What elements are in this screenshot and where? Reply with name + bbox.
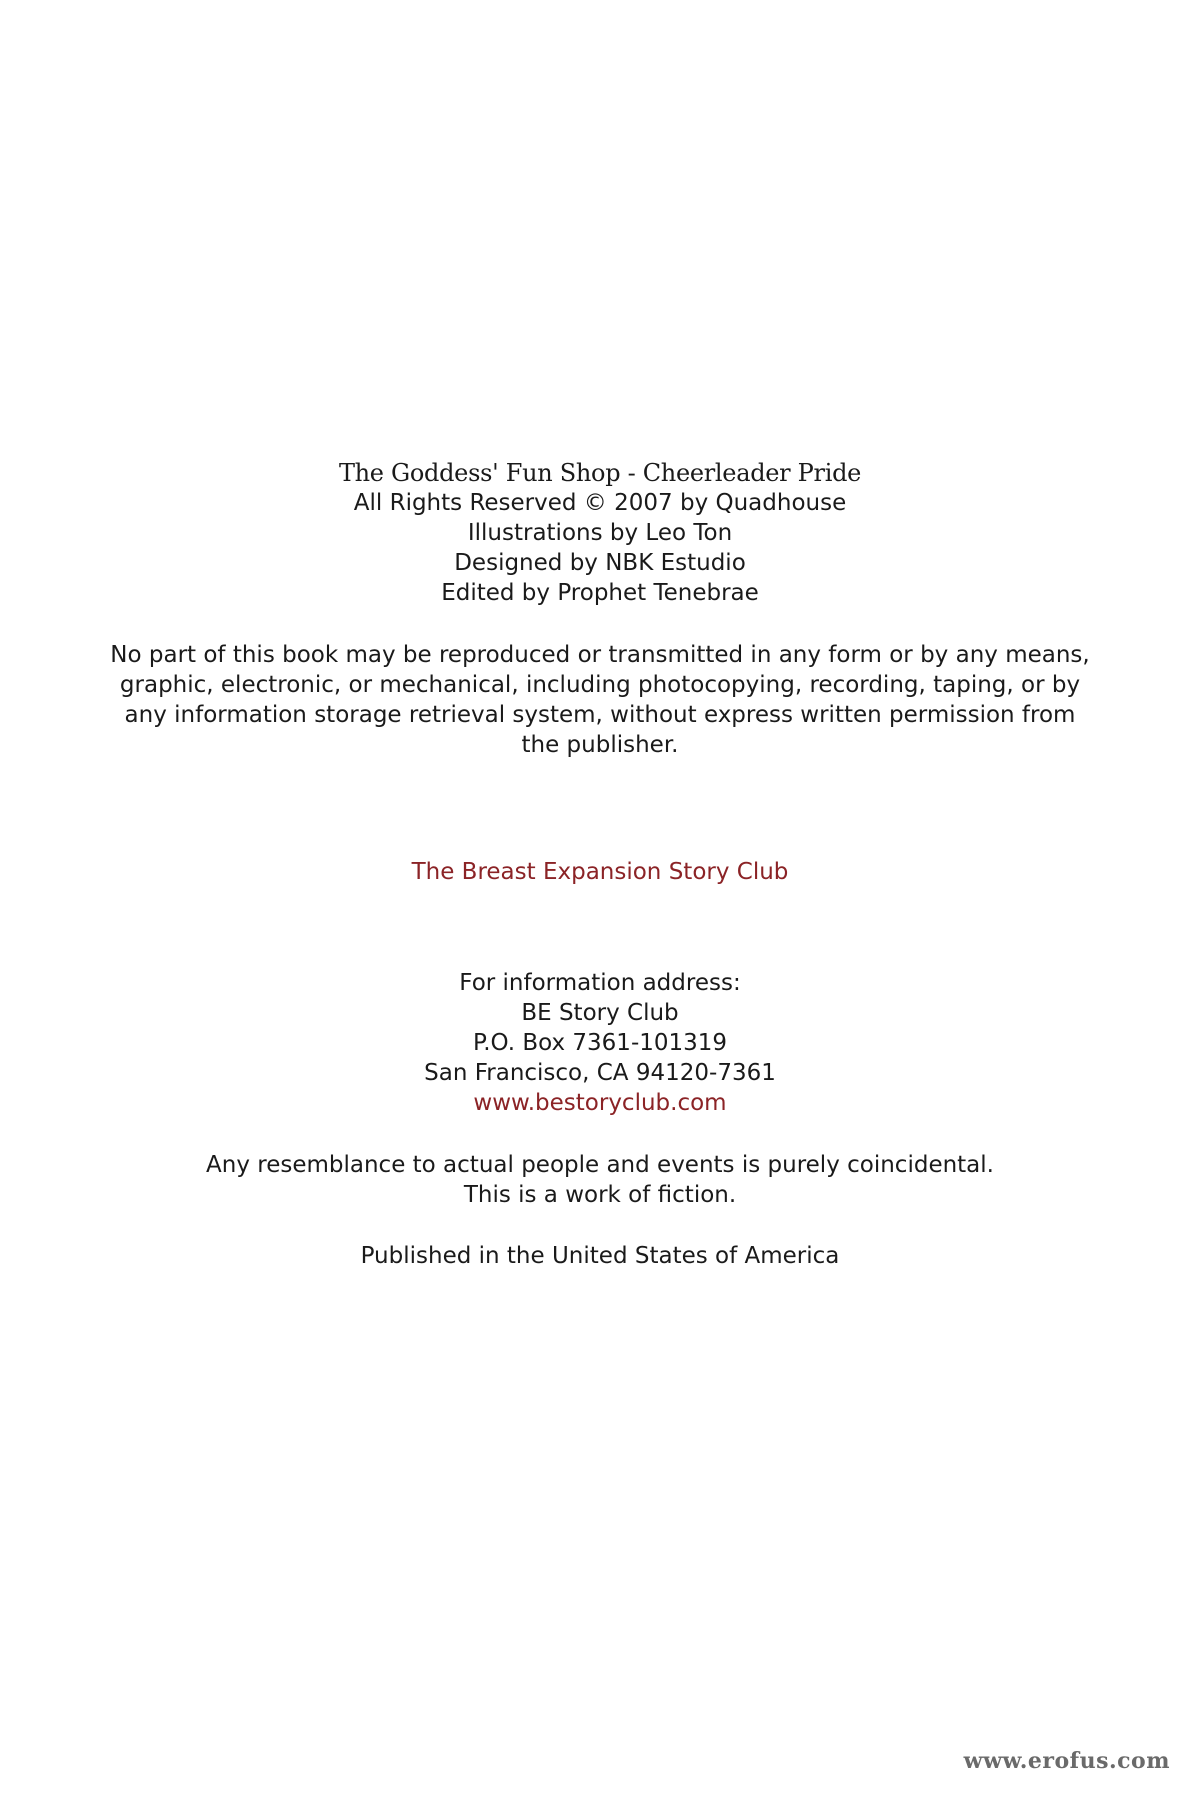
credits-section xyxy=(0,458,1200,608)
address-city: San Francisco, CA 94120-7361 xyxy=(424,1060,776,1086)
legal-line-4: the publisher. xyxy=(521,732,679,758)
website-link[interactable]: www.bestoryclub.com xyxy=(473,1090,727,1116)
club-name: The Breast Expansion Story Club xyxy=(411,859,789,885)
disclaimer-line-2: This is a work of fiction. xyxy=(463,1182,737,1208)
rights-line: All Rights Reserved © 2007 by Quadhouse xyxy=(353,490,847,516)
address-name: BE Story Club xyxy=(521,1000,679,1026)
legal-line-3: any information storage retrieval system, without express written permission from xyxy=(124,702,1076,728)
published-line: Published in the United States of America xyxy=(360,1243,840,1269)
address-po-box: P.O. Box 7361-101319 xyxy=(472,1030,728,1056)
edited-line: Edited by Prophet Tenebrae xyxy=(441,580,759,606)
illustrations-line: Illustrations by Leo Ton xyxy=(467,520,733,546)
watermark: www.erofus.com xyxy=(963,1748,1170,1774)
published-section xyxy=(0,1241,1200,1271)
disclaimer-section xyxy=(0,1150,1200,1210)
address-heading: For information address: xyxy=(459,970,741,996)
designed-line: Designed by NBK Estudio xyxy=(454,550,746,576)
legal-notice xyxy=(0,640,1200,760)
address-section xyxy=(0,968,1200,1118)
legal-line-2: graphic, electronic, or mechanical, including photocopying, recording, taping, or by xyxy=(119,672,1081,698)
credits-list xyxy=(0,488,1200,608)
disclaimer-line-1: Any resemblance to actual people and events is purely coincidental. xyxy=(206,1152,994,1178)
legal-line-1: No part of this book may be reproduced or transmitted in any form or by any means, xyxy=(110,642,1090,668)
book-title: The Goddess' Fun Shop - Cheerleader Pride xyxy=(338,459,862,487)
club-section xyxy=(0,857,1200,887)
